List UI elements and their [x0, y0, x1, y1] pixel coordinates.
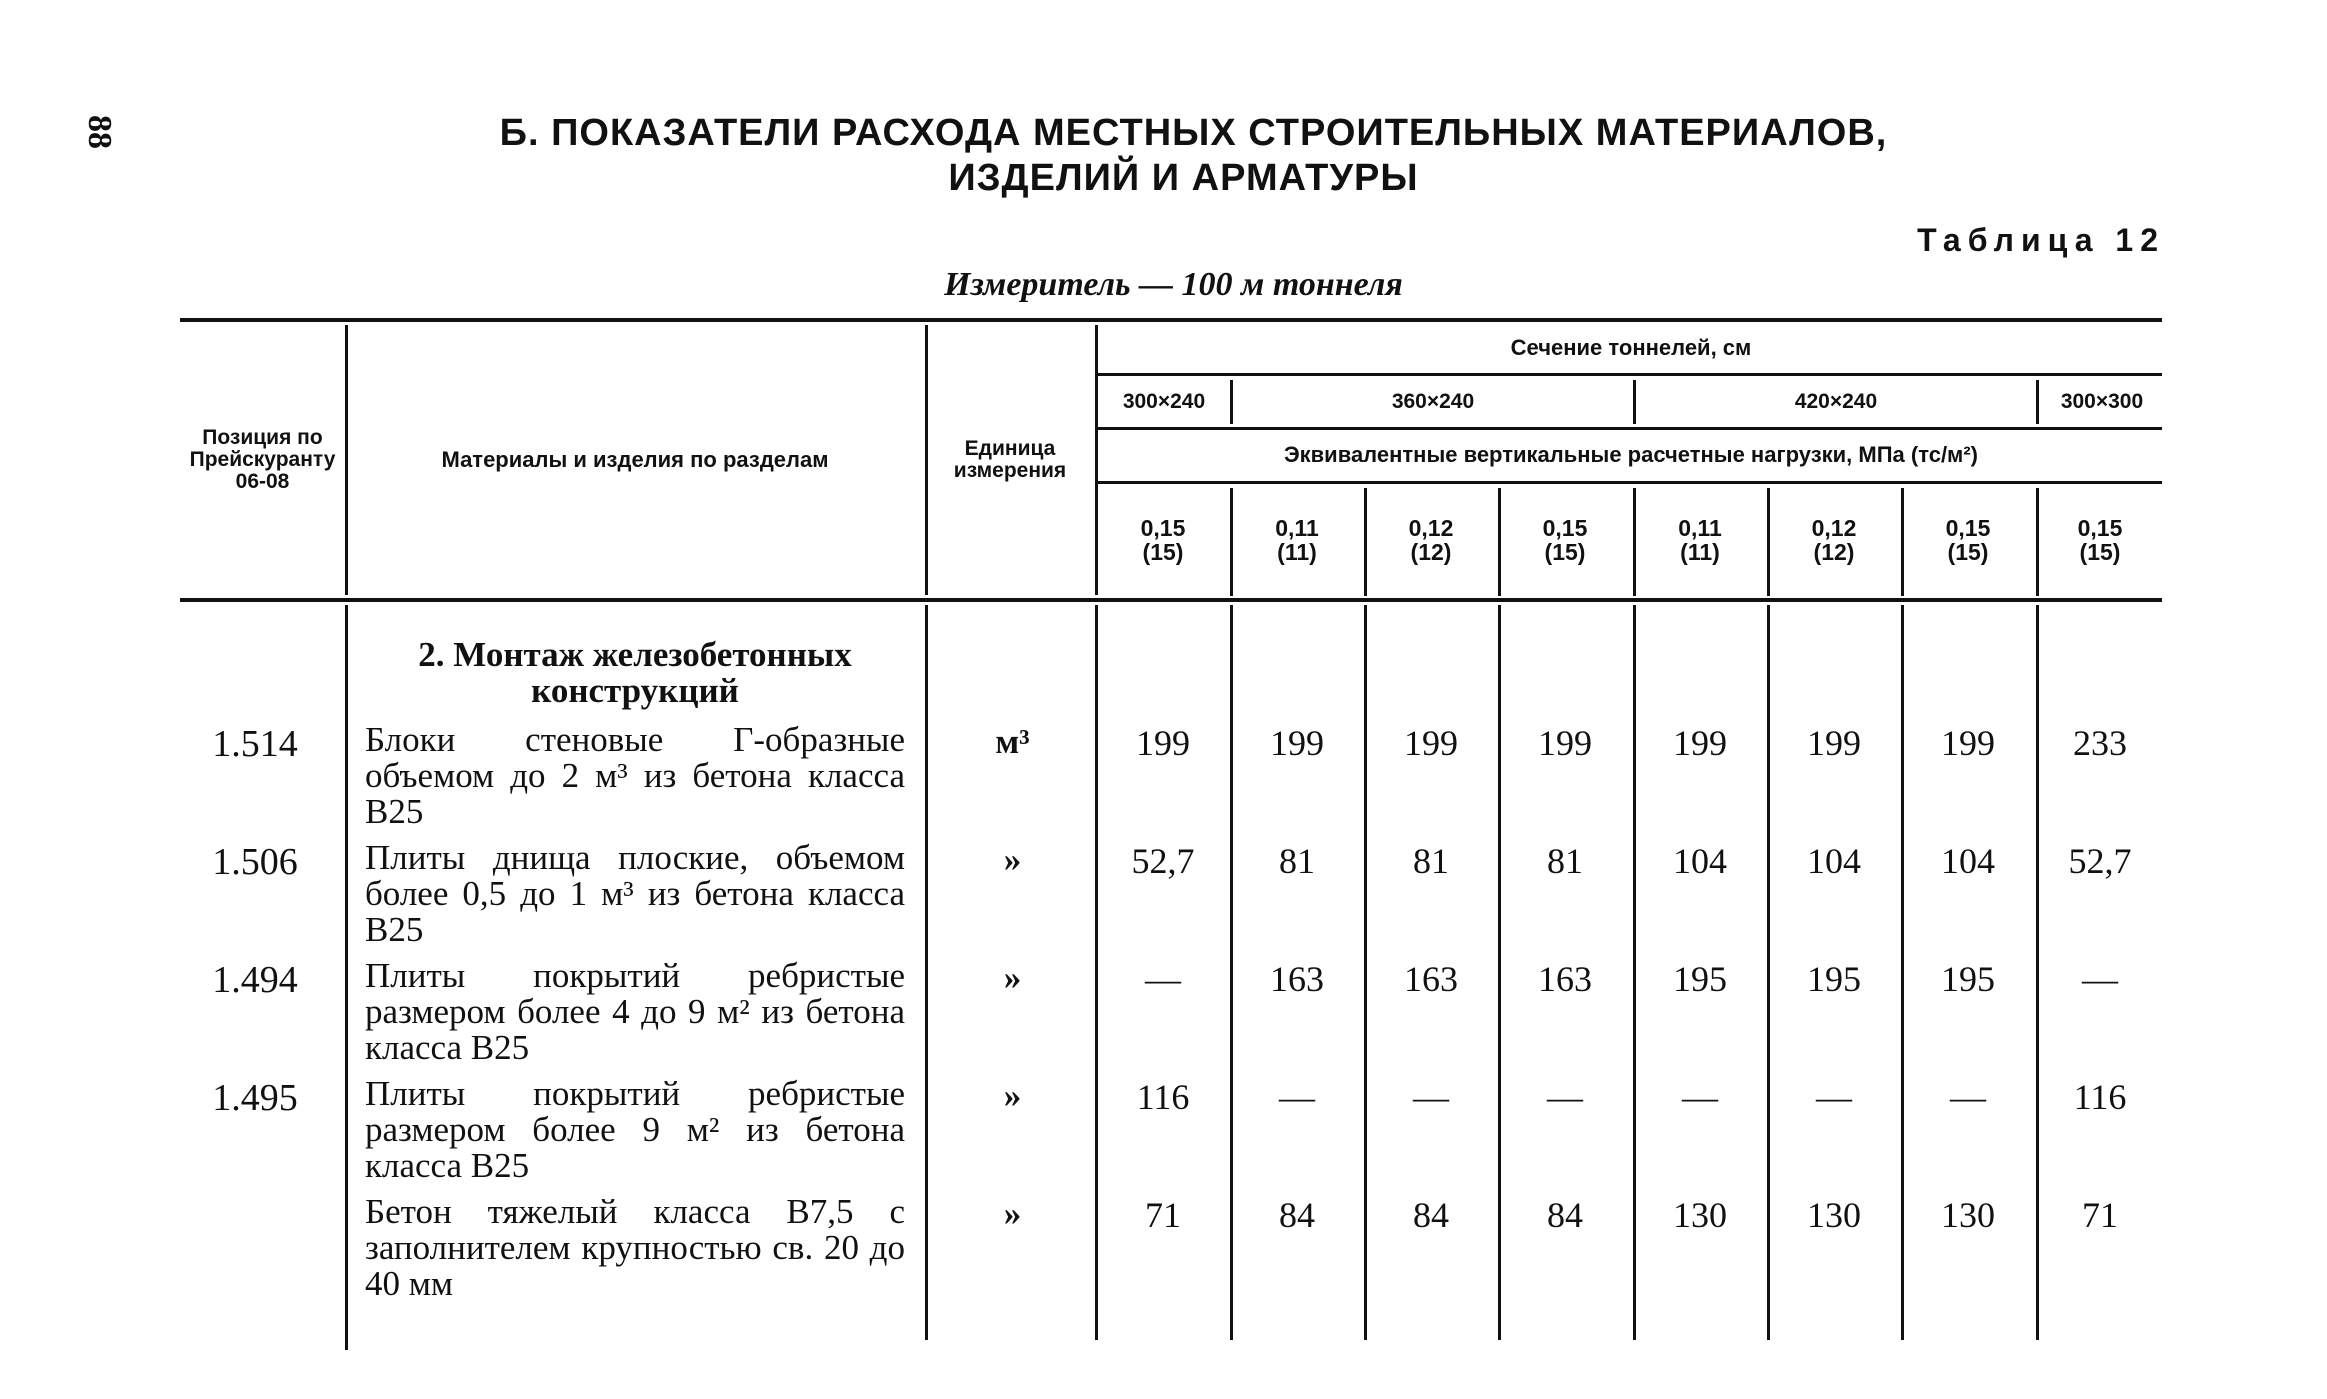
header-size-420x240: 420×240: [1794, 389, 1878, 413]
load-value: 0,11: [1678, 514, 1722, 541]
row-value: 163: [1538, 959, 1592, 999]
load-value-tc: (15): [2079, 539, 2121, 565]
row-value: 163: [1404, 959, 1458, 999]
col-divider: [1633, 380, 1636, 424]
header-load-cell: [1906, 510, 2030, 570]
load-value-tc: (12): [1813, 539, 1855, 565]
col-divider: [345, 325, 348, 595]
row-value: —: [1279, 1077, 1315, 1117]
header-load-cell: [1235, 510, 1359, 570]
row-position: 1.495: [212, 1077, 298, 1119]
col-divider: [925, 605, 928, 1340]
page-title-line-1: Б. ПОКАЗАТЕЛИ РАСХОДА МЕСТНЫХ СТРОИТЕЛЬНЫХ МАТЕРИАЛОВ,: [499, 112, 1888, 154]
col-divider: [1095, 325, 1098, 595]
header-load-cell: [1638, 510, 1762, 570]
row-value: —: [1682, 1077, 1718, 1117]
row-value: 104: [1941, 841, 1995, 881]
row-value: 199: [1538, 723, 1592, 763]
row-value: 130: [1673, 1195, 1727, 1235]
row-position: 1.494: [212, 959, 298, 1001]
load-value-tc: (15): [1142, 539, 1184, 565]
header-load-cell: [2038, 510, 2162, 570]
col-divider: [2036, 380, 2039, 424]
col-divider: [1767, 488, 1770, 596]
load-value-tc: (11): [1680, 539, 1720, 565]
row-value: 199: [1404, 723, 1458, 763]
row-value: 233: [2073, 723, 2127, 763]
row-value: —: [1413, 1077, 1449, 1117]
row-value: 195: [1807, 959, 1861, 999]
row-description: Плиты днища плоские, объемом более 0,5 до 1 м³ из бетона класса В25: [365, 838, 905, 949]
row-value: 199: [1673, 723, 1727, 763]
row-value: 199: [1270, 723, 1324, 763]
row-value: 84: [1547, 1195, 1583, 1235]
col-divider: [925, 325, 928, 595]
table-label: Таблица 12: [1917, 222, 2165, 258]
row-value: 199: [1807, 723, 1861, 763]
col-divider: [1633, 488, 1636, 596]
load-value: 0,15: [2077, 514, 2123, 541]
row-value: 163: [1270, 959, 1324, 999]
row-unit: »: [1003, 840, 1022, 879]
loads-rule: [1097, 481, 2162, 484]
measure-unit: Измеритель — 100 м тоннеля: [944, 266, 1403, 303]
col-divider: [345, 605, 348, 1350]
row-value: 84: [1413, 1195, 1449, 1235]
row-value: 71: [1145, 1195, 1181, 1235]
sizes-rule: [1097, 427, 2162, 430]
row-value: 81: [1279, 841, 1315, 881]
header-position: Позиция по Прейскуранту 06-08: [189, 425, 336, 494]
row-value: 104: [1673, 841, 1727, 881]
row-position: 1.506: [212, 841, 298, 883]
row-value: —: [1950, 1077, 1986, 1117]
header-size-300x240: 300×240: [1122, 389, 1206, 413]
row-value: 195: [1941, 959, 1995, 999]
load-value: 0,15: [1140, 514, 1186, 541]
section-rule: [1097, 373, 2162, 376]
row-value: —: [1816, 1077, 1852, 1117]
load-value: 0,15: [1945, 514, 1991, 541]
row-value: 130: [1807, 1195, 1861, 1235]
load-value: 0,11: [1275, 514, 1319, 541]
header-load-cell: [1101, 510, 1225, 570]
header-load-cell: [1369, 510, 1493, 570]
load-value-tc: (11): [1277, 539, 1317, 565]
header-load-cell: [1772, 510, 1896, 570]
row-description: Бетон тяжелый класса В7,5 с заполнителем крупностью св. 20 до 40 мм: [365, 1192, 905, 1303]
row-value: 199: [1941, 723, 1995, 763]
load-value-tc: (15): [1544, 539, 1586, 565]
row-value: 52,7: [2068, 841, 2132, 881]
row-unit: »: [1003, 958, 1022, 997]
row-value: —: [2082, 959, 2118, 999]
col-divider: [1901, 488, 1904, 596]
row-value: 116: [1136, 1077, 1190, 1117]
row-value: 52,7: [1131, 841, 1195, 881]
header-unit: Единица измерения: [953, 436, 1067, 482]
row-value: 81: [1413, 841, 1449, 881]
header-size-360x240: 360×240: [1391, 389, 1475, 413]
col-divider: [1230, 380, 1233, 424]
row-description: Плиты покрытий ребристые размером более 4 до 9 м² из бетона класса В25: [365, 956, 905, 1067]
page-number: 88: [81, 115, 118, 149]
row-value: 104: [1807, 841, 1861, 881]
row-unit: м³: [995, 722, 1030, 761]
row-value: 130: [1941, 1195, 1995, 1235]
row-value: —: [1547, 1077, 1583, 1117]
load-value: 0,15: [1542, 514, 1588, 541]
row-value: 81: [1547, 841, 1583, 881]
load-value: 0,12: [1408, 514, 1454, 541]
row-value: 84: [1279, 1195, 1315, 1235]
header-size-300x300: 300×300: [2060, 389, 2144, 413]
row-position: 1.514: [212, 723, 298, 765]
row-value: 71: [2082, 1195, 2118, 1235]
header-bottom-rule: [180, 598, 2162, 602]
row-value: 199: [1136, 723, 1190, 763]
col-divider: [1230, 488, 1233, 596]
row-unit: »: [1003, 1076, 1022, 1115]
row-unit: »: [1003, 1194, 1022, 1233]
col-divider: [1498, 488, 1501, 596]
load-value-tc: (15): [1947, 539, 1989, 565]
load-value-tc: (12): [1410, 539, 1452, 565]
row-description: Плиты покрытий ребристые размером более 9 м² из бетона класса В25: [365, 1074, 905, 1185]
row-value: —: [1145, 959, 1181, 999]
load-value: 0,12: [1811, 514, 1857, 541]
row-value: 195: [1673, 959, 1727, 999]
header-load-title: Эквивалентные вертикальные расчетные нагрузки, МПа (тс/м²): [1284, 442, 1978, 468]
header-materials: Материалы и изделия по разделам: [441, 447, 829, 473]
header-section-title: Сечение тоннелей, см: [1510, 335, 1752, 361]
header-load-cell: [1503, 510, 1627, 570]
col-divider: [1364, 488, 1367, 596]
page-title-line-2: ИЗДЕЛИЙ И АРМАТУРЫ: [948, 157, 1419, 199]
table-top-rule: [180, 318, 2162, 322]
row-value: 116: [2073, 1077, 2127, 1117]
section-heading: 2. Монтаж железобетонных конструкций: [418, 635, 852, 710]
row-description: Блоки стеновые Г-образные объемом до 2 м³ из бетона класса В25: [365, 720, 905, 831]
